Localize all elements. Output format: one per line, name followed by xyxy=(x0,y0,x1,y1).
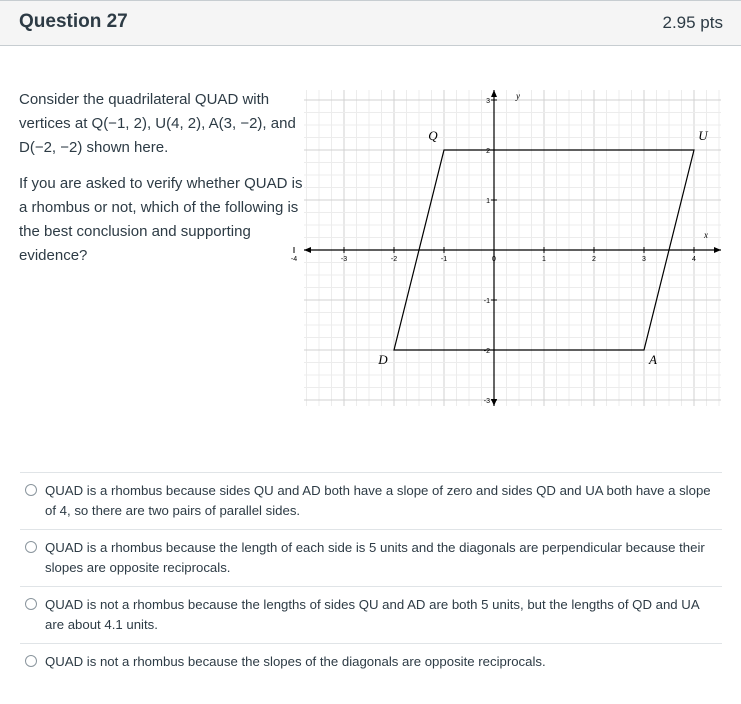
x-axis-arrow-left xyxy=(304,247,311,253)
x-tick-label: 4 xyxy=(692,256,696,263)
graph-tick-labels xyxy=(291,91,708,405)
answer-option[interactable] xyxy=(20,643,722,680)
answer-text: QUAD is not a rhombus because the lengths of sides QU and AD are both 5 units, but the lengths of QD and UA are about 4.1 units. xyxy=(45,597,699,632)
x-tick-label: 1 xyxy=(542,256,546,263)
vertex-label-u: U xyxy=(698,128,708,143)
vertex-label-a: A xyxy=(649,352,657,367)
vertex-label-d: D xyxy=(378,352,388,367)
y-axis-arrow-up xyxy=(491,90,497,97)
y-tick-label: -2 xyxy=(483,348,490,355)
x-tick-label: 3 xyxy=(642,256,646,263)
vertex-label-q: Q xyxy=(428,128,438,143)
answer-text: QUAD is a rhombus because sides QU and AD both have a slope of zero and sides QD and UA both have a slope of 4, so there are two pairs of parallel sides. xyxy=(45,483,711,518)
x-tick-label: -4 xyxy=(290,256,298,263)
question-prompt xyxy=(19,88,304,280)
prompt-question: If you are asked to verify whether QUAD is a rhombus or not, which of the following is the best conclusion and supporting evidence? xyxy=(19,175,303,264)
prompt-vertices: Consider the quadrilateral QUAD with vertices at Q(−1, 2), U(4, 2), A(3, −2), and xyxy=(19,91,296,132)
graph-grid xyxy=(304,90,721,406)
x-axis-label: x xyxy=(704,230,708,240)
answer-text: QUAD is a rhombus because the length of each side is 5 units and the diagonals are perpendicular because their slopes are opposite reciprocals. xyxy=(45,540,705,575)
question-header xyxy=(0,0,741,46)
x-axis-arrow-right xyxy=(714,247,721,253)
radio-button[interactable] xyxy=(25,541,37,553)
answer-option[interactable] xyxy=(20,586,722,643)
radio-button[interactable] xyxy=(25,655,37,667)
radio-button[interactable] xyxy=(25,484,37,496)
x-tick-label: 2 xyxy=(592,256,596,263)
answer-text: QUAD is not a rhombus because the slopes of the diagonals are opposite reciprocals. xyxy=(45,654,546,669)
x-tick-label: -3 xyxy=(340,256,348,263)
y-axis-label: y xyxy=(516,91,520,101)
y-tick-label: -1 xyxy=(483,298,490,305)
x-tick-label: -1 xyxy=(440,256,448,263)
question-title: Question 27 xyxy=(19,11,128,32)
question-points: 2.95 pts xyxy=(662,13,723,32)
y-tick-label: 1 xyxy=(486,198,490,205)
answer-option[interactable] xyxy=(20,529,722,586)
x-tick-label: 0 xyxy=(492,256,496,263)
y-tick-label: -3 xyxy=(483,398,490,405)
x-tick-label: -2 xyxy=(390,256,398,263)
coordinate-graph xyxy=(290,78,726,413)
prompt-vertex-d: D(−2, −2) shown here. xyxy=(19,139,169,156)
radio-button[interactable] xyxy=(25,598,37,610)
vertex-labels xyxy=(377,128,709,367)
answer-list xyxy=(20,472,722,680)
answer-option[interactable] xyxy=(20,472,722,529)
y-tick-label: 3 xyxy=(486,98,490,105)
y-tick-label: 2 xyxy=(486,148,490,155)
